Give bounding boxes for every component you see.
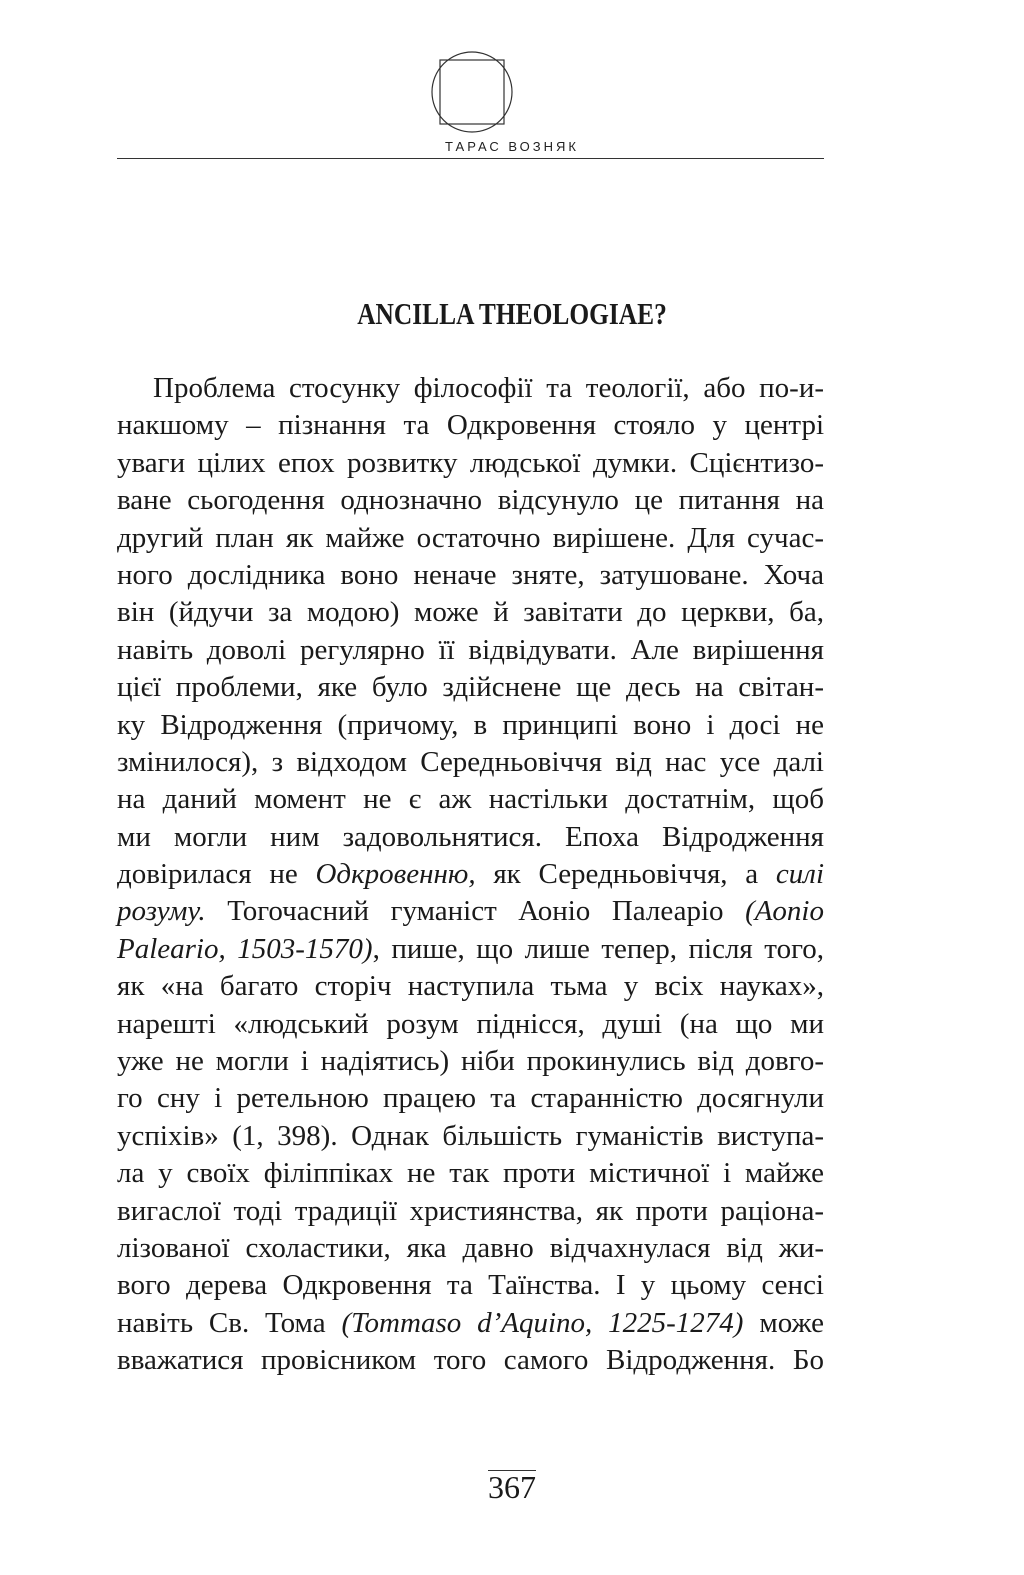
text-line bbox=[117, 669, 824, 706]
text-span: нарешті «людський розум піднісся, душі (на що ми bbox=[117, 1007, 824, 1040]
text-line bbox=[117, 968, 824, 1005]
text-line bbox=[117, 1155, 824, 1192]
text-line bbox=[117, 1043, 824, 1080]
text-span: накшому – пізнання та Одкровення стояло у центрі bbox=[117, 409, 824, 442]
text-span: уваги цілих епох розвитку людської думки. Сцієнтизо- bbox=[117, 446, 824, 479]
italic-span: (Tommaso d’Aquino, 1225-1274) bbox=[341, 1306, 744, 1339]
text-span: він (йдучи за модою) може й завітати до церкви, ба, bbox=[117, 596, 824, 629]
text-span: лізованої схоластики, яка давно відчахнулася від жи- bbox=[117, 1231, 824, 1264]
text-line bbox=[117, 1118, 824, 1155]
text-span: може bbox=[743, 1306, 824, 1339]
text-span: як «на багато сторіч наступила тьма у всіх науках», bbox=[117, 970, 824, 1003]
page-number-value: 367 bbox=[488, 1469, 536, 1505]
text-line bbox=[117, 1267, 824, 1304]
text-line bbox=[117, 893, 824, 930]
text-span: навіть Св. Тома bbox=[117, 1306, 342, 1339]
text-line bbox=[117, 370, 824, 407]
chapter-title: ANCILLA THEOLOGIAE? bbox=[357, 296, 667, 331]
text-line bbox=[117, 707, 824, 744]
header-rule bbox=[117, 158, 824, 159]
text-span: ла у своїх філіппіках не так проти містичної і майже bbox=[117, 1157, 824, 1190]
text-span: ного дослідника воно неначе зняте, затушоване. Хоча bbox=[117, 558, 824, 591]
text-line bbox=[117, 632, 824, 669]
text-line bbox=[117, 1193, 824, 1230]
text-span: , пише, що лише тепер, після того, bbox=[372, 932, 824, 965]
text-span: вважатися провісником того самого Відродження. Бо bbox=[117, 1344, 824, 1377]
italic-span: Paleario, 1503-1570) bbox=[117, 932, 373, 965]
text-line bbox=[117, 445, 824, 482]
text-span: го сну і ретельною працею та старанністю досягнули bbox=[117, 1082, 824, 1115]
italic-span: Одкровенню, bbox=[315, 858, 476, 891]
text-line bbox=[117, 1342, 824, 1379]
text-span: цієї проблеми, яке було здійснене ще десь на світан- bbox=[117, 671, 824, 704]
circle-square-icon bbox=[430, 50, 514, 134]
text-span: змінилося), з відходом Середньовіччя від нас усе далі bbox=[117, 745, 824, 778]
text-span: довірилася не bbox=[117, 858, 316, 891]
italic-span: розуму. bbox=[117, 895, 206, 928]
text-line bbox=[117, 1230, 824, 1267]
text-line bbox=[117, 931, 824, 968]
text-line bbox=[117, 482, 824, 519]
text-span: ку Відродження (причому, в принципі воно і досі не bbox=[117, 708, 824, 741]
text-span: на даний момент не є аж настільки достатнім, щоб bbox=[117, 783, 824, 816]
text-line bbox=[117, 407, 824, 444]
text-line bbox=[117, 1305, 824, 1342]
text-span: уже не могли і надіятись) ніби прокинулись від довго- bbox=[117, 1045, 824, 1078]
italic-span: (Aonio bbox=[745, 895, 824, 928]
text-span: як Середньовіччя, а bbox=[475, 858, 776, 891]
text-line bbox=[117, 1080, 824, 1117]
text-span: навіть доволі регулярно її відвідувати. Але вирішення bbox=[117, 633, 824, 666]
text-line bbox=[117, 781, 824, 818]
text-span: вого дерева Одкровення та Таїнства. І у цьому сенсі bbox=[117, 1269, 824, 1302]
running-head-author: ТАРАС ВОЗНЯК bbox=[445, 139, 579, 154]
text-span: ми могли ним задовольнятися. Епоха Відродження bbox=[117, 820, 824, 853]
text-span: вигаслої тоді традиції християнства, як проти раціона- bbox=[117, 1194, 824, 1227]
text-span: Тогочасний гуманіст Аоніо Палеаріо bbox=[205, 895, 746, 928]
text-line bbox=[117, 856, 824, 893]
italic-span: силі bbox=[775, 858, 824, 891]
body-text bbox=[117, 370, 824, 1380]
text-line bbox=[117, 744, 824, 781]
text-span: другий план як майже остаточно вирішене. Для сучас- bbox=[117, 521, 824, 554]
text-line bbox=[117, 1006, 824, 1043]
text-line bbox=[117, 520, 824, 557]
text-line bbox=[117, 594, 824, 631]
text-line bbox=[117, 557, 824, 594]
text-span: ване сьогодення однозначно відсунуло це питання на bbox=[117, 484, 824, 517]
text-span: Проблема стосунку філософії та теології, або по-и- bbox=[153, 372, 824, 404]
text-line bbox=[117, 819, 824, 856]
text-span: успіхів» (1, 398). Однак більшість гуманістів виступа- bbox=[117, 1119, 824, 1152]
page-number bbox=[0, 1469, 1024, 1506]
